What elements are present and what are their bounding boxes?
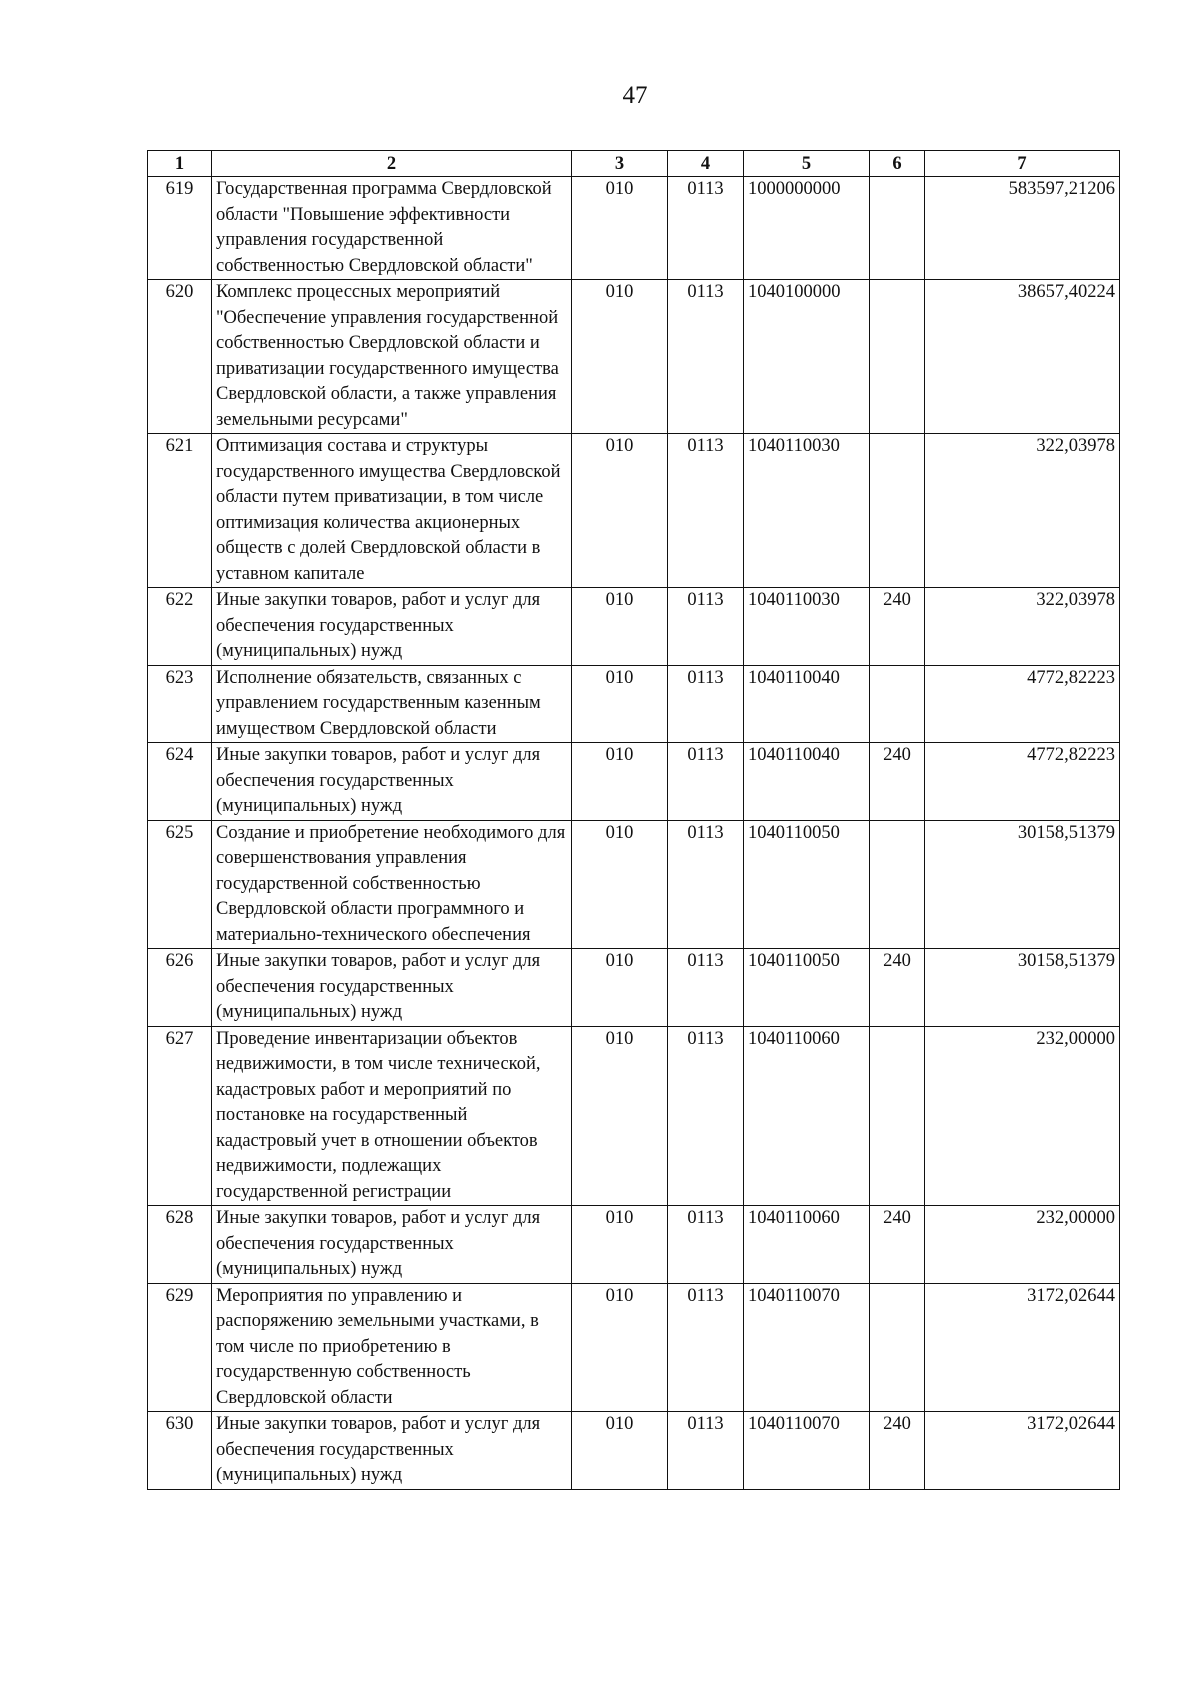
row-code-3: 010 xyxy=(572,949,668,1027)
row-name: Мероприятия по управлению и распоряжению земельными участками, в том числе по приобретению в государственную собственность Свердловской области xyxy=(212,1283,572,1412)
row-code-4: 0113 xyxy=(668,280,744,434)
row-code-4: 0113 xyxy=(668,1283,744,1412)
row-name: Иные закупки товаров, работ и услуг для обеспечения государственных (муниципальных) нужд xyxy=(212,743,572,821)
row-number: 625 xyxy=(148,820,212,949)
row-code-3: 010 xyxy=(572,665,668,743)
row-name: Комплекс процессных мероприятий "Обеспечение управления государственной собственностью Свердловской области и приватизации государственного имущества Свердловской области, а также управления земельными ресурсами" xyxy=(212,280,572,434)
row-code-5: 1040100000 xyxy=(744,280,870,434)
header-row xyxy=(148,151,1120,177)
row-sum: 322,03978 xyxy=(925,588,1120,666)
row-code-5: 1040110060 xyxy=(744,1206,870,1284)
row-number: 621 xyxy=(148,434,212,588)
row-code-5: 1040110040 xyxy=(744,665,870,743)
row-code-3: 010 xyxy=(572,1283,668,1412)
row-code-4: 0113 xyxy=(668,1206,744,1284)
row-sum: 232,00000 xyxy=(925,1206,1120,1284)
row-code-6: 240 xyxy=(870,743,925,821)
row-code-3: 010 xyxy=(572,1026,668,1206)
row-name: Проведение инвентаризации объектов недвижимости, в том числе технической, кадастровых работ и мероприятий по постановке на государственный кадастровый учет в отношении объектов недвижимости, подлежащих государственной регистрации xyxy=(212,1026,572,1206)
table-row xyxy=(148,820,1120,949)
row-sum: 30158,51379 xyxy=(925,820,1120,949)
row-code-4: 0113 xyxy=(668,665,744,743)
row-code-5: 1040110050 xyxy=(744,820,870,949)
row-code-4: 0113 xyxy=(668,434,744,588)
row-code-6 xyxy=(870,434,925,588)
row-code-6 xyxy=(870,1026,925,1206)
row-code-4: 0113 xyxy=(668,1026,744,1206)
row-sum: 3172,02644 xyxy=(925,1412,1120,1490)
row-name: Создание и приобретение необходимого для совершенствования управления государственной собственностью Свердловской области программного и материально-технического обеспечения xyxy=(212,820,572,949)
column-header: 5 xyxy=(744,151,870,177)
row-code-6: 240 xyxy=(870,949,925,1027)
row-code-3: 010 xyxy=(572,820,668,949)
row-code-4: 0113 xyxy=(668,588,744,666)
row-number: 623 xyxy=(148,665,212,743)
row-number: 624 xyxy=(148,743,212,821)
row-code-3: 010 xyxy=(572,280,668,434)
row-code-5: 1040110060 xyxy=(744,1026,870,1206)
column-header: 2 xyxy=(212,151,572,177)
row-number: 627 xyxy=(148,1026,212,1206)
row-code-5: 1040110030 xyxy=(744,588,870,666)
row-number: 630 xyxy=(148,1412,212,1490)
table-row xyxy=(148,588,1120,666)
column-header: 4 xyxy=(668,151,744,177)
row-code-4: 0113 xyxy=(668,1412,744,1490)
table-row xyxy=(148,1412,1120,1490)
row-code-6 xyxy=(870,665,925,743)
row-code-6 xyxy=(870,1283,925,1412)
row-code-6: 240 xyxy=(870,1206,925,1284)
row-code-3: 010 xyxy=(572,434,668,588)
row-code-5: 1040110040 xyxy=(744,743,870,821)
row-code-5: 1040110050 xyxy=(744,949,870,1027)
table-row xyxy=(148,1026,1120,1206)
row-code-6 xyxy=(870,280,925,434)
table-row xyxy=(148,434,1120,588)
row-name: Иные закупки товаров, работ и услуг для обеспечения государственных (муниципальных) нужд xyxy=(212,1206,572,1284)
row-number: 619 xyxy=(148,177,212,280)
row-code-3: 010 xyxy=(572,1412,668,1490)
row-number: 628 xyxy=(148,1206,212,1284)
row-sum: 583597,21206 xyxy=(925,177,1120,280)
row-code-4: 0113 xyxy=(668,949,744,1027)
row-code-6 xyxy=(870,820,925,949)
table-row xyxy=(148,177,1120,280)
row-code-5: 1040110030 xyxy=(744,434,870,588)
row-sum: 4772,82223 xyxy=(925,743,1120,821)
row-sum: 38657,40224 xyxy=(925,280,1120,434)
row-code-3: 010 xyxy=(572,588,668,666)
table-row xyxy=(148,280,1120,434)
row-code-4: 0113 xyxy=(668,820,744,949)
column-header: 3 xyxy=(572,151,668,177)
table-row xyxy=(148,1206,1120,1284)
page-number: 47 xyxy=(622,82,648,109)
column-header: 1 xyxy=(148,151,212,177)
row-sum: 3172,02644 xyxy=(925,1283,1120,1412)
row-name: Оптимизация состава и структуры государственного имущества Свердловской области путем приватизации, в том числе оптимизация количества акционерных обществ с долей Свердловской области в уставном капитале xyxy=(212,434,572,588)
row-number: 629 xyxy=(148,1283,212,1412)
row-code-5: 1000000000 xyxy=(744,177,870,280)
row-code-5: 1040110070 xyxy=(744,1412,870,1490)
row-number: 620 xyxy=(148,280,212,434)
row-sum: 232,00000 xyxy=(925,1026,1120,1206)
row-sum: 30158,51379 xyxy=(925,949,1120,1027)
budget-table xyxy=(147,150,1120,1490)
column-header: 7 xyxy=(925,151,1120,177)
row-code-6: 240 xyxy=(870,588,925,666)
row-code-3: 010 xyxy=(572,177,668,280)
row-number: 622 xyxy=(148,588,212,666)
row-code-3: 010 xyxy=(572,743,668,821)
table-row xyxy=(148,1283,1120,1412)
row-name: Иные закупки товаров, работ и услуг для обеспечения государственных (муниципальных) нужд xyxy=(212,1412,572,1490)
row-sum: 322,03978 xyxy=(925,434,1120,588)
row-code-4: 0113 xyxy=(668,743,744,821)
row-code-3: 010 xyxy=(572,1206,668,1284)
row-sum: 4772,82223 xyxy=(925,665,1120,743)
row-code-4: 0113 xyxy=(668,177,744,280)
table-row xyxy=(148,665,1120,743)
row-code-6 xyxy=(870,177,925,280)
row-number: 626 xyxy=(148,949,212,1027)
row-code-5: 1040110070 xyxy=(744,1283,870,1412)
column-header: 6 xyxy=(870,151,925,177)
row-name: Иные закупки товаров, работ и услуг для обеспечения государственных (муниципальных) нужд xyxy=(212,588,572,666)
row-name: Государственная программа Свердловской области "Повышение эффективности управления государственной собственностью Свердловской области" xyxy=(212,177,572,280)
row-name: Исполнение обязательств, связанных с управлением государственным казенным имуществом Свердловской области xyxy=(212,665,572,743)
row-code-6: 240 xyxy=(870,1412,925,1490)
table-row xyxy=(148,949,1120,1027)
table-row xyxy=(148,743,1120,821)
row-name: Иные закупки товаров, работ и услуг для обеспечения государственных (муниципальных) нужд xyxy=(212,949,572,1027)
